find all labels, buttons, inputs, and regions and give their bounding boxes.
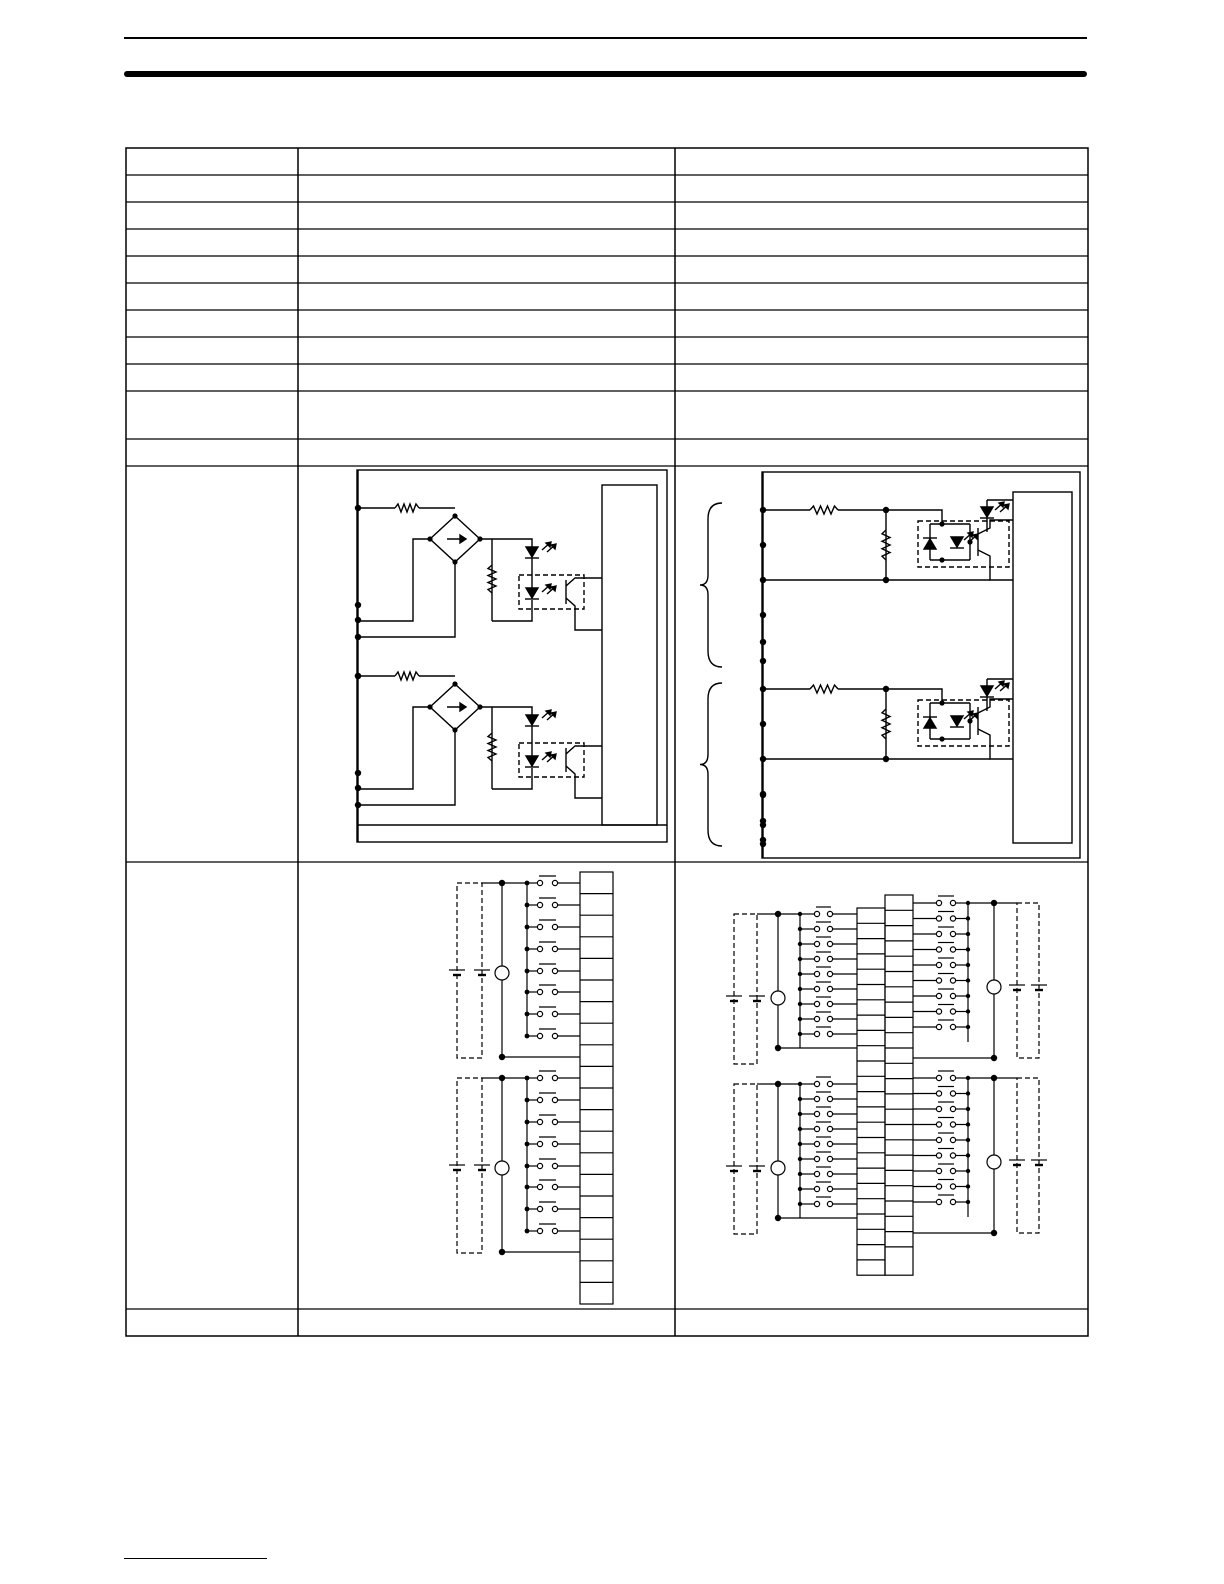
contact-terminal [552,946,557,951]
contact-terminal [936,1137,941,1142]
contact-terminal [936,900,941,905]
terminal-wiring-diagram-left [449,872,613,1304]
power-supply-symbol [495,966,509,980]
contact-terminal [552,1163,557,1168]
contact-terminal [537,1163,542,1168]
contact-terminal [814,1031,819,1036]
wire [838,689,942,703]
contact-terminal [537,1011,542,1016]
contact-terminal [936,1168,941,1173]
contact-terminal [814,986,819,991]
contact-terminal [537,1184,542,1189]
junction-dot [760,792,766,798]
contact-terminal [936,1091,941,1096]
contact-terminal [814,911,819,916]
contact-terminal [537,1228,542,1233]
contact-terminal [537,968,542,973]
contact-terminal [950,1184,955,1189]
photocoupler-led-icon [526,756,538,766]
power-supply-symbol [987,1155,1001,1169]
resistor [810,506,838,514]
power-supply-symbol [987,980,1001,994]
wire [358,707,430,789]
contact-terminal [814,1096,819,1101]
contact-terminal [552,1033,557,1038]
contact-terminal [950,900,955,905]
contact-terminal [537,1206,542,1211]
contact-terminal [814,1016,819,1021]
contact-terminal [827,971,832,976]
terminal-wiring-diagram-right [726,895,1047,1275]
contact-terminal [936,993,941,998]
contact-terminal [552,902,557,907]
wire [358,539,430,621]
wire [492,768,532,789]
contact-terminal [936,1024,941,1029]
contact-terminal [814,1141,819,1146]
resistor [395,504,419,512]
contact-terminal [827,926,832,931]
contact-terminal [950,993,955,998]
internal-circuit-box [1013,492,1072,843]
contact-terminal [936,1153,941,1158]
contact-terminal [827,911,832,916]
contact-terminal [936,1184,941,1189]
contact-terminal [936,1199,941,1204]
contact-terminal [827,1031,832,1036]
junction-dot [967,718,972,723]
wire [838,510,942,524]
contact-terminal [552,968,557,973]
photocoupler-led-icon [924,539,936,549]
ac-input-circuit-diagram [355,470,667,842]
indicator-led-icon [981,686,993,696]
contact-terminal [827,1001,832,1006]
contact-terminal [950,1106,955,1111]
contact-terminal [537,880,542,885]
contact-terminal [950,916,955,921]
wire [480,707,532,716]
unit-outline [357,470,667,842]
junction-dot [939,700,944,705]
contact-terminal [814,1111,819,1116]
indicator-led-icon [526,715,538,725]
unit-outline [762,472,1080,858]
junction-dot [967,539,972,544]
wire [978,520,1013,534]
junction-dot [355,673,361,679]
photocoupler-led-icon [951,716,963,726]
contact-terminal [950,1075,955,1080]
contact-terminal [936,1122,941,1127]
contact-terminal [950,931,955,936]
contact-terminal [552,1184,557,1189]
contact-terminal [827,956,832,961]
contact-terminal [814,956,819,961]
contact-terminal [537,1075,542,1080]
contact-terminal [950,962,955,967]
brace [700,503,722,667]
junction-dot [760,841,766,847]
contact-terminal [827,986,832,991]
contact-terminal [552,1011,557,1016]
contact-terminal [537,1033,542,1038]
wire [978,699,1013,713]
contact-terminal [537,1141,542,1146]
contact-terminal [827,1186,832,1191]
contact-terminal [814,1201,819,1206]
contact-terminal [827,1156,832,1161]
contact-terminal [552,880,557,885]
contact-terminal [552,1075,557,1080]
contact-terminal [552,1097,557,1102]
contact-terminal [814,1081,819,1086]
contact-terminal [936,947,941,952]
contact-terminal [950,978,955,983]
resistor [395,672,419,680]
contact-terminal [936,916,941,921]
indicator-led-icon [526,547,538,557]
indicator-led-icon [981,507,993,517]
terminal-block-b [885,895,913,1275]
contact-terminal [814,1171,819,1176]
contact-terminal [950,1024,955,1029]
contact-terminal [552,1119,557,1124]
junction-dot [939,557,944,562]
contact-terminal [827,1201,832,1206]
contact-terminal [936,962,941,967]
contact-terminal [936,1009,941,1014]
internal-circuit-box [602,485,657,825]
junction-dot [939,521,944,526]
contact-terminal [827,1016,832,1021]
supply-dashed-outline [1017,903,1039,1058]
contact-terminal [827,1141,832,1146]
contact-terminal [537,1119,542,1124]
contact-terminal [950,1009,955,1014]
contact-terminal [814,941,819,946]
junction-dot [452,513,457,518]
contact-terminal [950,1122,955,1127]
resistor [810,685,838,693]
power-supply-symbol [771,991,785,1005]
contact-terminal [537,902,542,907]
contact-terminal [814,1001,819,1006]
contact-terminal [552,989,557,994]
wire [492,600,532,621]
photocoupler-led-icon [951,537,963,547]
supply-dashed-outline [734,1084,757,1234]
contact-terminal [537,946,542,951]
table-border [126,148,1088,1336]
supply-dashed-outline [1017,1078,1039,1233]
contact-terminal [814,926,819,931]
contact-terminal [827,1081,832,1086]
wire [978,550,1013,580]
contact-terminal [950,947,955,952]
contact-terminal [814,1126,819,1131]
contact-terminal [814,1156,819,1161]
contact-terminal [950,1168,955,1173]
junction-dot [452,681,457,686]
arrow-head [460,703,466,711]
dc-input-circuit-diagram [700,472,1080,858]
contact-terminal [950,1091,955,1096]
contact-terminal [950,1199,955,1204]
power-supply-symbol [771,1161,785,1175]
power-supply-symbol [495,1161,509,1175]
wire [480,539,532,548]
contact-terminal [814,1186,819,1191]
contact-terminal [950,1137,955,1142]
contact-terminal [537,1097,542,1102]
brace [700,683,722,846]
arrow-head [460,535,466,543]
contact-terminal [827,1096,832,1101]
contact-terminal [827,1111,832,1116]
contact-terminal [537,924,542,929]
wire [358,562,455,637]
contact-terminal [827,941,832,946]
wire [978,729,1013,759]
contact-terminal [814,971,819,976]
junction-dot [760,822,766,828]
contact-terminal [552,924,557,929]
junction-dot [939,736,944,741]
table-grid [126,148,1088,1336]
photocoupler-led-icon [924,718,936,728]
wire [358,730,455,805]
contact-terminal [936,1106,941,1111]
contact-terminal [827,1126,832,1131]
contact-terminal [950,1153,955,1158]
footer-rule [124,1558,267,1559]
contact-terminal [552,1141,557,1146]
supply-dashed-outline [734,914,757,1064]
photocoupler-led-icon [526,588,538,598]
contact-terminal [827,1171,832,1176]
contact-terminal [936,1075,941,1080]
contact-terminal [552,1228,557,1233]
contact-terminal [936,931,941,936]
contact-terminal [552,1206,557,1211]
contact-terminal [936,978,941,983]
contact-terminal [537,989,542,994]
